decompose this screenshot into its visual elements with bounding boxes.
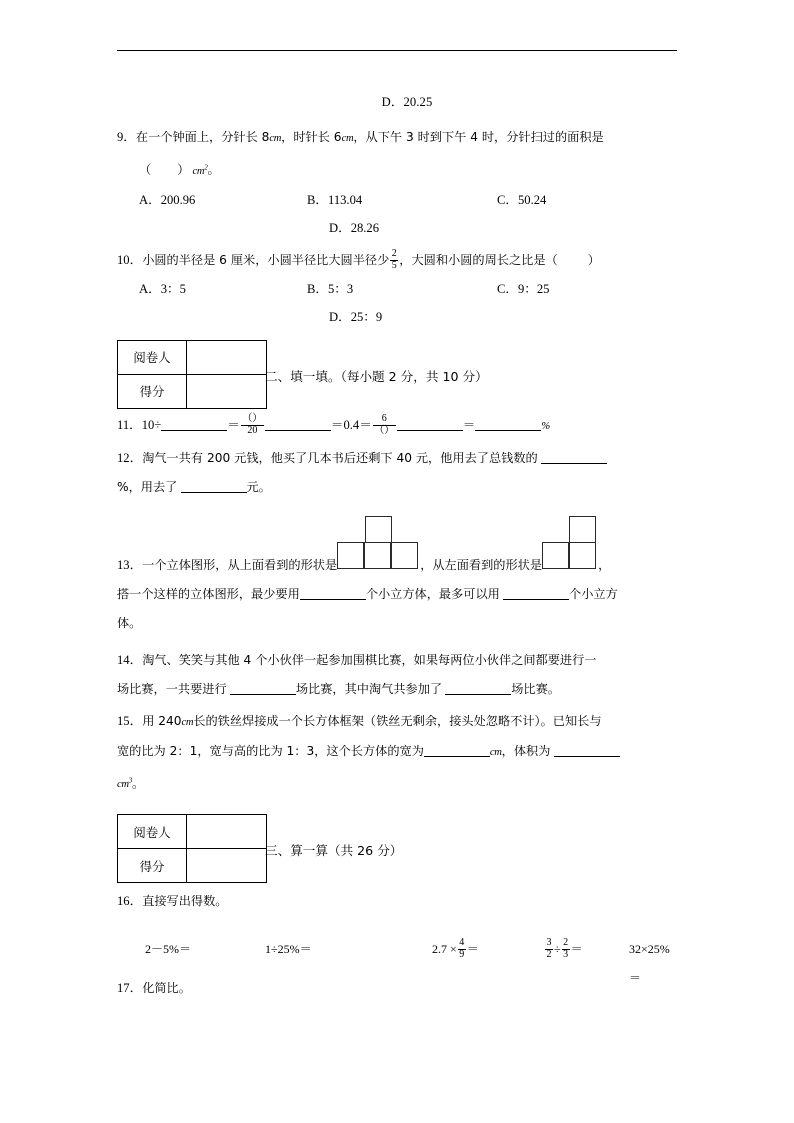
q11-blank-2[interactable] xyxy=(265,418,331,431)
q13-text-5: 个小立方体，最多可以用 xyxy=(365,586,500,601)
q11-fraction-1-denominator: 20 xyxy=(241,425,264,437)
q9-paren-close: ） xyxy=(177,162,190,177)
q9-option-c[interactable]: C．50.24 xyxy=(497,192,547,207)
q16-expr-4-den-1: 2 xyxy=(546,949,552,961)
q10-option-b[interactable]: B．5：3 xyxy=(307,281,354,296)
q9-unit-2: cm xyxy=(341,133,354,144)
q11-fraction-2-numerator: 6 xyxy=(381,412,387,424)
q10-line-1 xyxy=(117,246,677,275)
shape-cell xyxy=(365,516,392,543)
q15-text-4: ，体积为 xyxy=(501,743,551,758)
q16-expr-3-denominator: 9 xyxy=(459,949,465,961)
section-3-title: 三、算一算（共 26 分） xyxy=(265,843,403,859)
q12-blank-2[interactable] xyxy=(181,480,247,493)
q15-unit-1: cm xyxy=(181,716,194,728)
q10-fraction-denominator: 5 xyxy=(391,259,397,271)
q14-blank-1[interactable] xyxy=(230,682,296,695)
section-2-title: 二、填一填。（每小题 2 分，共 10 分） xyxy=(265,368,488,384)
grading-box-section-3 xyxy=(117,814,267,883)
q13-line-1 xyxy=(117,516,677,580)
q15-text-3: 宽的比为 2：1，宽与高的比为 1：3，这个长方体的宽为 xyxy=(117,743,424,758)
score-label: 得分 xyxy=(118,374,187,408)
q16-expr-4-fraction-2 xyxy=(562,938,570,961)
q15-blank-2[interactable] xyxy=(554,744,620,757)
section-2-header xyxy=(117,335,677,409)
q16-expr-3-numerator: 4 xyxy=(459,937,465,949)
q13-line-3 xyxy=(117,609,677,638)
q12-text-2: %，用去了 xyxy=(117,479,178,494)
q14-number: 14． xyxy=(117,652,143,667)
q16-expression-2: 1÷25%＝ xyxy=(265,942,312,957)
q13-blank-2[interactable] xyxy=(503,587,569,600)
q10-option-d[interactable]: D．25：9 xyxy=(329,309,383,324)
question-10 xyxy=(117,246,677,331)
q14-text-2: 场比赛，一共要进行 xyxy=(117,681,227,696)
q9-option-d[interactable]: D．28.26 xyxy=(329,220,380,235)
q16-expression-4 xyxy=(544,935,583,964)
q9-line-2 xyxy=(117,153,677,186)
q11-fraction-2-denominator: （） xyxy=(374,424,395,436)
q11-equals-3: ＝ xyxy=(359,417,372,432)
q14-line-1 xyxy=(117,646,677,675)
q11-fraction-2 xyxy=(373,414,396,437)
q11-number: 11． xyxy=(117,417,142,432)
left-view-shape-icon xyxy=(542,516,598,571)
q12-text-1: 淘气一共有 200 元钱，他买了几本书后还剩下 40 元，他用去了总钱数的 xyxy=(142,450,538,465)
q15-period: 。 xyxy=(131,776,145,791)
q17-number: 17． xyxy=(117,981,143,996)
q13-text-7: 体。 xyxy=(117,615,142,630)
q16-expression-1: 2－5%＝ xyxy=(145,942,191,957)
score-value-cell[interactable] xyxy=(187,374,267,408)
q16-expr-4-fraction-1 xyxy=(545,938,553,961)
q9-period: 。 xyxy=(207,162,220,177)
q16-expr-3-fraction xyxy=(458,938,466,961)
q16-expr-3-prefix: 2.7 × xyxy=(432,942,457,957)
question-13 xyxy=(117,516,677,638)
q15-blank-1[interactable] xyxy=(424,744,490,757)
q16-line-1 xyxy=(117,887,677,916)
score-label: 得分 xyxy=(118,849,187,883)
reviewer-label: 阅卷人 xyxy=(118,340,187,374)
q9-text-1: 在一个钟面上，分针长 8 xyxy=(135,130,270,144)
q17-title: 化简比。 xyxy=(142,981,191,996)
question-17 xyxy=(117,974,677,1003)
q12-line-2 xyxy=(117,473,677,502)
question-15 xyxy=(117,707,677,800)
q16-expr-4-num-1: 3 xyxy=(546,937,552,949)
shape-cell xyxy=(569,542,596,569)
q13-number: 13． xyxy=(117,557,143,572)
q9-line-1 xyxy=(117,123,677,153)
q9-text-2: ，时针长 6 xyxy=(281,130,342,144)
q9-unit-exponent: 2 xyxy=(204,163,208,171)
q9-unit-1: cm xyxy=(269,133,282,144)
q13-text-4: 搭一个这样的立体图形，最少要用 xyxy=(117,586,300,601)
grading-box-section-2 xyxy=(117,340,267,409)
q14-line-2 xyxy=(117,675,677,704)
reviewer-value-cell[interactable] xyxy=(187,815,267,849)
q11-percent-sign: % xyxy=(541,420,550,432)
q15-text-2: 长的铁丝焊接成一个长方体框架（铁丝无剩余，接头处忽略不计）。已知长与 xyxy=(193,713,602,728)
q14-text-3: 场比赛，其中淘气共参加了 xyxy=(295,681,443,696)
q13-text-6: 个小立方 xyxy=(569,586,618,601)
q11-expression-start: 10÷ xyxy=(141,417,162,432)
q15-unit-exponent: 3 xyxy=(128,776,132,785)
q12-line-1 xyxy=(117,444,677,473)
q9-text-3: ，从下午 3 时到下午 4 时，分针扫过的面积是 xyxy=(353,130,604,144)
q11-equals-2: ＝ xyxy=(330,417,344,432)
score-value-cell[interactable] xyxy=(187,849,267,883)
table-row xyxy=(118,849,267,883)
q15-line-1 xyxy=(117,707,677,737)
q16-title: 直接写出得数。 xyxy=(142,894,228,909)
header-divider-rule xyxy=(117,50,677,51)
question-14 xyxy=(117,646,677,704)
q13-text-1: 一个立体图形，从上面看到的形状是 xyxy=(142,557,338,572)
q16-expr-3-suffix: ＝ xyxy=(466,942,479,957)
q9-option-a[interactable]: A．200.96 xyxy=(139,192,196,207)
q15-unit-2: cm xyxy=(489,746,502,758)
q8-option-d-label: D．20.25 xyxy=(381,95,433,109)
q10-text-1: 小圆的半径是 6 厘米，小圆半径比大圆半径少 xyxy=(142,252,390,267)
q13-text-2: ，从左面看到的形状是 xyxy=(420,557,543,572)
q14-blank-2[interactable] xyxy=(445,682,511,695)
q16-expression-3 xyxy=(432,935,479,964)
q11-fraction-1-numerator: （） xyxy=(242,412,263,424)
q12-number: 12． xyxy=(117,450,143,465)
shape-cell xyxy=(569,516,596,543)
q11-equals-4: ＝ xyxy=(462,417,476,432)
q11-decimal-value: 0.4 xyxy=(343,417,360,432)
page-content xyxy=(117,88,677,1003)
question-9 xyxy=(117,123,677,242)
table-row xyxy=(118,340,267,374)
q10-fraction xyxy=(390,249,398,272)
q8-option-d xyxy=(117,88,677,117)
table-row xyxy=(118,374,267,408)
q15-number: 15． xyxy=(117,713,143,728)
grading-table xyxy=(117,814,267,883)
shape-cell xyxy=(542,542,569,569)
q14-text-4: 场比赛。 xyxy=(511,681,560,696)
q10-option-c[interactable]: C．9：25 xyxy=(497,281,550,296)
q16-expr-4-num-2: 2 xyxy=(563,937,569,949)
shape-cell xyxy=(391,542,418,569)
q15-unit-volume xyxy=(117,776,132,791)
q11-blank-1[interactable] xyxy=(161,418,227,431)
q13-text-3: ， xyxy=(598,557,611,572)
q10-text-2: ，大圆和小圆的周长之比是（ xyxy=(399,252,558,267)
question-16 xyxy=(117,887,677,986)
q9-options-row xyxy=(117,186,677,214)
top-view-shape-icon xyxy=(337,516,420,571)
q12-text-3: 元。 xyxy=(246,479,271,494)
reviewer-label: 阅卷人 xyxy=(118,815,187,849)
q16-number: 16． xyxy=(117,894,143,909)
q10-text-3: ） xyxy=(587,252,600,267)
question-12 xyxy=(117,444,677,502)
q15-unit-cm: cm xyxy=(117,779,129,791)
q15-line-2 xyxy=(117,737,677,767)
q9-option-b[interactable]: B．113.04 xyxy=(307,192,363,207)
q13-line-2 xyxy=(117,580,677,609)
q16-expression-5: 32×25%＝ xyxy=(629,942,670,986)
q14-text-1: 淘气、笑笑与其他 4 个小伙伴一起参加围棋比赛，如果每两位小伙伴之间都要进行一 xyxy=(142,652,597,667)
q10-options-row xyxy=(117,275,677,303)
q12-blank-1[interactable] xyxy=(541,451,607,464)
q11-blank-4[interactable] xyxy=(475,418,541,431)
q9-unit-area xyxy=(192,163,208,177)
q16-expr-4-den-2: 3 xyxy=(563,949,569,961)
q9-unit-cm: cm xyxy=(192,165,205,177)
q10-fraction-numerator: 2 xyxy=(391,247,397,259)
reviewer-value-cell[interactable] xyxy=(187,340,267,374)
table-row xyxy=(118,815,267,849)
question-11 xyxy=(117,411,677,441)
q15-text-1: 用 240 xyxy=(142,713,182,728)
q9-paren-open: （ xyxy=(139,162,152,177)
section-3-header xyxy=(117,809,677,883)
q11-equals-1: ＝ xyxy=(227,417,240,432)
q16-expr-4-operator: ÷ xyxy=(554,942,561,957)
q16-expressions-row xyxy=(117,926,677,986)
q11-line-1 xyxy=(117,411,677,441)
q10-option-a[interactable]: A．3：5 xyxy=(139,281,186,296)
q11-fraction-1 xyxy=(241,414,264,437)
q15-line-3 xyxy=(117,767,677,800)
q13-blank-1[interactable] xyxy=(300,587,366,600)
shape-cell xyxy=(364,542,391,569)
q16-expr-4-suffix: ＝ xyxy=(570,942,583,957)
grading-table xyxy=(117,340,267,409)
q11-blank-3[interactable] xyxy=(397,418,463,431)
q10-number: 10． xyxy=(117,252,143,267)
q9-number: 9． xyxy=(117,130,136,144)
shape-cell xyxy=(337,542,364,569)
